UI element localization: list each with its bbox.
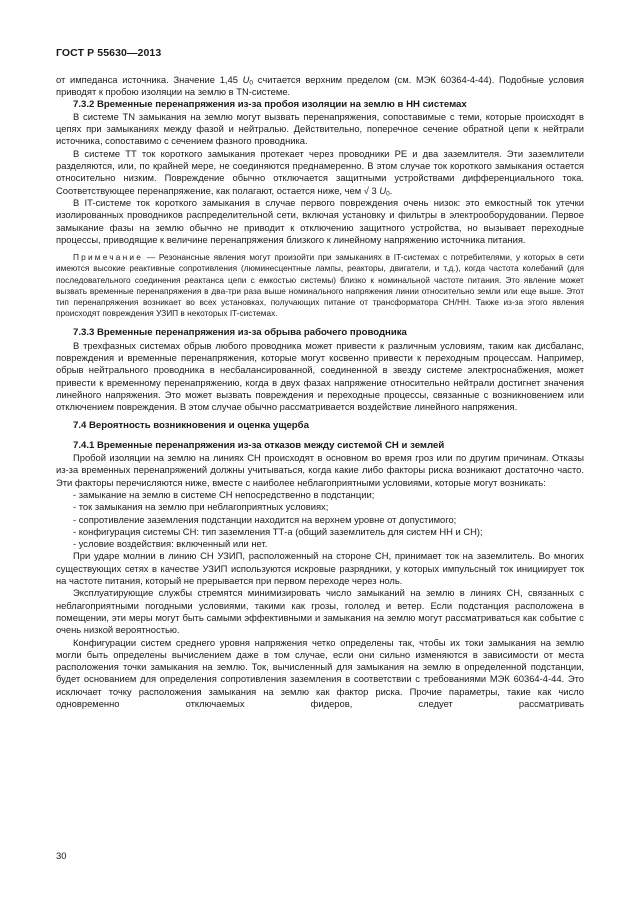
paragraph: В IT-системе ток короткого замыкания в случае первого повреждения очень низок: это емкостный ток утечки изолированных проводников распределительной сети, включая установку и фильтры в электрооборудовании. Первое замыкание фазы на землю обычно не приводит к отключению защитного устройства, но вызывает переходные процессы, приводящие к величине перенапряжения близкого к линейному напряжению источника питания. xyxy=(56,196,584,245)
paragraph: Эксплуатирующие службы стремятся минимизировать число замыканий на землю в линиях СН, связанных с неблагоприятными погодными условиями, такими как грозы, гололед и ветер. Если подстанция расположена в помещении, эти меры могут быть самыми эффективными и замыкания на землю могут рассматриваться как событие с очень низкой вероятностью. xyxy=(56,587,584,636)
list-item: - ток замыкания на землю при неблагоприятных условиях; xyxy=(73,501,329,513)
note xyxy=(56,252,584,319)
paragraph: При ударе молнии в линию СН УЗИП, расположенный на стороне СН, принимает ток на заземлитель. Во многих существующих сетях в качестве УЗИП используются искровые разрядники, у которых импульсный ток инициирует ток на частоте питания, который не прерывается при первом переходе через ноль. xyxy=(56,550,584,587)
note-label: Примечание xyxy=(73,252,144,263)
paragraph: от импеданса источника. Значение 1,45 $U_0$ считается верхним пределом (см. МЭК 60364-4-44). Подобные условия приводят к пробою изоляции на землю в TN-системе. xyxy=(56,74,584,98)
paragraph: Пробой изоляции на землю на линиях СН происходят в основном во время гроз или по другим причинам. Отказы из-за временных перенапряжений должны учитываться, когда какие либо факторы риска возникают достаточно часто. Эти факторы перечисляются ниже, вместе с наиболее неблагоприятными условиями, которые могут возникать: xyxy=(56,452,584,488)
list-item: - сопротивление заземления подстанции находится на верхнем уровне от допустимого; xyxy=(73,513,457,525)
note-text: — Резонансные явления могут произойти при замыканиях в IT-системах с потребителями, у которых в сети имеются высокие реактивные сопротивления (люминесцентные лампы, реакторы, двигатели, и т.д.), когда частота колебаний (для последовательного соединения реактанса цепи с емкостью системы) близко к номинальной частоте питания. Это явление может вызвать временные перенапряжения в два-три раза выше номинального напряжения линии относительно земли или еще выше. Этот тип перенапряжения возникает во всех установках, получающих питание от трансформатора СН/НН. Также из-за этого явления происходят повреждения УЗИП в некоторых IT-системах. xyxy=(56,252,584,319)
paragraph: В системе ТТ ток короткого замыкания протекает через проводники РЕ и два заземлителя. Эти заземлители разделяются, или, по крайней мере, не соединяются преднамеренно. В этом случае ток короткого замыкания остается относительно низким. Повреждение обычно отключается защитными устройствами дифференциального тока. Соответствующее перенапряжение, как полагают, остается ниже, чем √ 3 $U_0$. xyxy=(56,147,584,198)
paragraph: Конфигурации систем среднего уровня напряжения четко определены так, чтобы их токи замыкания на землю могли быть определены вычислением даже в том случае, если они сильно изменяются в зависимости от места расположения точки замыкания на землю. Ток, вычисленный для замыкания на землю в определенной подстанции, будет основанием для определения сопротивления заземления в соответствии с требованиями МЭК 60364-4-44. Это исключает точку расположения замыкания на землю как фактор риска. Прочие параметры, такие как число одновременно отключаемых фидеров, следует рассматривать xyxy=(56,636,584,709)
list-item: - конфигурация системы СН: тип заземления ТТ-а (общий заземлитель для систем НН и СН); xyxy=(73,525,483,537)
section-heading: 7.3.3 Временные перенапряжения из-за обрыва рабочего проводника xyxy=(73,327,407,339)
page-number: 30 xyxy=(56,851,67,862)
section-heading: 7.3.2 Временные перенапряжения из-за пробоя изоляции на землю в НН системах xyxy=(73,98,467,110)
document-body xyxy=(56,74,584,710)
section-heading: 7.4 Вероятность возникновения и оценка ущерба xyxy=(73,420,309,432)
document-header: ГОСТ Р 55630—2013 xyxy=(56,47,162,59)
section-heading: 7.4.1 Временные перенапряжения из-за отказов между системой СН и землей xyxy=(73,439,445,451)
paragraph: В системе TN замыкания на землю могут вызвать перенапряжения, сопоставимые с теми, которые происходят в цепях при замыканиях между фазой и нейтралью. Действительно, поперечное сечение обратной цепи к нейтрали источника, сопоставимо с сечением фазного проводника. xyxy=(56,110,584,147)
list-item: - замыкание на землю в системе СН непосредственно в подстанции; xyxy=(73,488,375,500)
list-item: - условие воздействия: включенный или нет. xyxy=(73,538,268,550)
paragraph: В трехфазных системах обрыв любого проводника может привести к различным условиям, таким как дисбаланс, повреждения и временные перенапряжения, которые могут косвенно привести к переходным процессам. Например, обрыв нейтрального проводника в несбалансированной, соединенной в звезду системе электроснабжения, может привести к временному перенапряжению, когда в двух фазах напряжение относительно нейтрали достигнет значения линейного напряжения. Это может вызвать повреждения и переходные процессы, связанные с возникновением или отключением повреждения. В этом случае обычно рассматривается воздействие линейного напряжения. xyxy=(56,339,584,413)
